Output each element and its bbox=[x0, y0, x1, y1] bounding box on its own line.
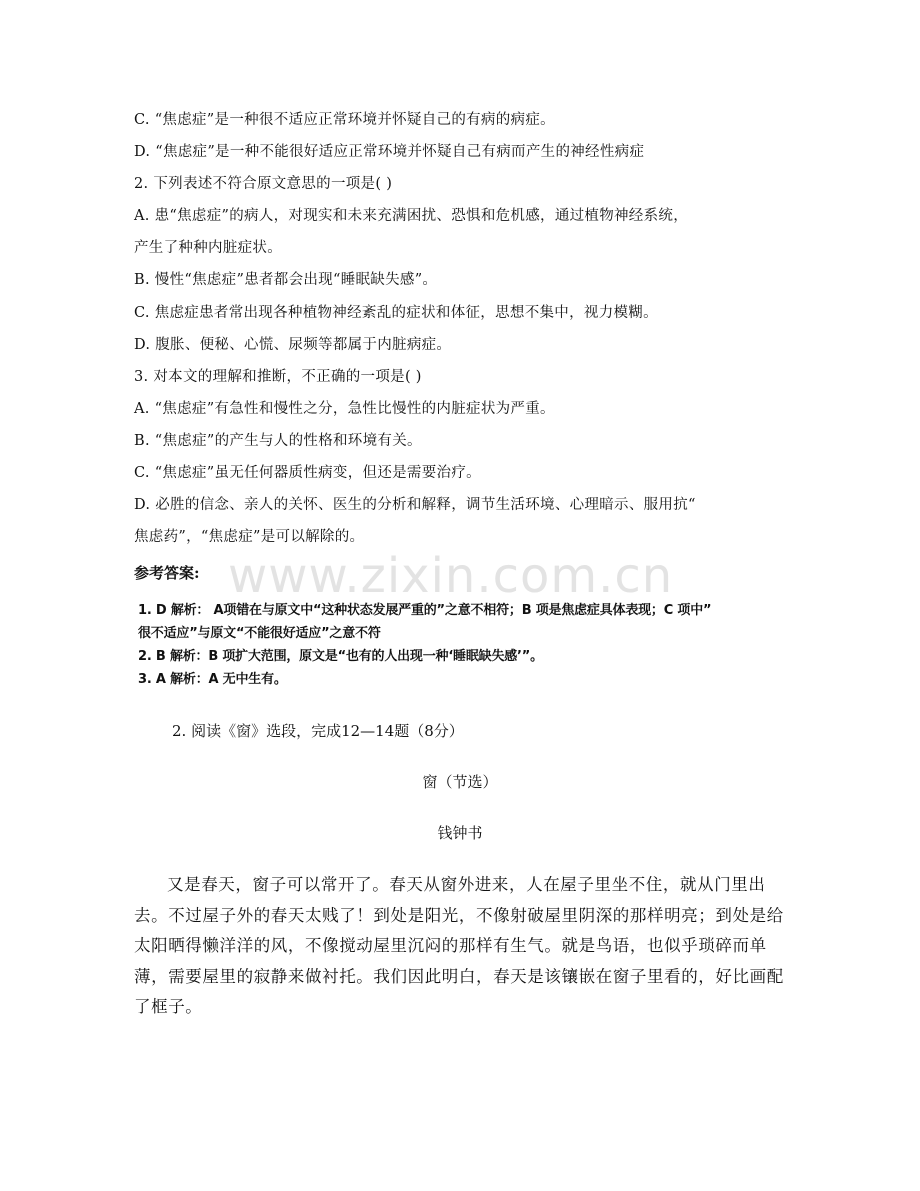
option-line: A. 患“焦虑症”的病人，对现实和未来充满困扰、恐惧和危机感，通过植物神经系统， bbox=[134, 208, 689, 224]
watermark: www.zixin.com.cn bbox=[228, 548, 674, 604]
question-line: 3. 对本文的理解和推断，不正确的一项是( ) bbox=[134, 369, 422, 385]
answer-line: 1. D 解析： A项错在与原文中“这种状态发展严重的”之意不相符；B 项是焦虑症具体表现；C 项中” bbox=[138, 603, 712, 618]
option-line: C. 焦虑症患者常出现各种植物神经紊乱的症状和体征，思想不集中，视力模糊。 bbox=[134, 305, 658, 321]
answer-line: 2. B 解析：B 项扩大范围，原文是“也有的人出现一种‘睡眠缺失感’”。 bbox=[138, 649, 543, 664]
answer-line: 3. A 解析：A 无中生有。 bbox=[138, 672, 287, 687]
passage-title: 窗（节选） bbox=[422, 773, 498, 791]
question-2-heading: 2. 阅读《窗》选段，完成12—14题（8分） bbox=[172, 722, 464, 740]
answer-heading: 参考答案: bbox=[134, 564, 200, 582]
option-line: D. “焦虑症”是一种不能很好适应正常环境并怀疑自己有病而产生的神经性病症 bbox=[134, 144, 645, 160]
passage-paragraph: 又是春天，窗子可以常开了。春天从窗外进来，人在屋子里坐不住，就从门里出去。不过屋子外的春天太贱了！到处是阳光，不像射破屋里阴深的那样明亮；到处是给太阳晒得懒洋洋的风，不像搅动屋里沉闷的那样有生气。就是鸟语，也似乎琐碎而单薄，需要屋里的寂静来做衬托。我们因此明白，春天是该镶嵌在窗子里看的，好比画配了框子。 bbox=[134, 875, 784, 1016]
option-line: A. “焦虑症”有急性和慢性之分，急性比慢性的内脏症状为严重。 bbox=[134, 401, 555, 417]
option-line: B. 慢性“焦虑症”患者都会出现“睡眠缺失感”。 bbox=[134, 272, 438, 288]
option-line: D. 必胜的信念、亲人的关怀、医生的分析和解释，调节生活环境、心理暗示、服用抗“ bbox=[134, 497, 696, 513]
option-line: 产生了种种内脏症状。 bbox=[134, 240, 282, 256]
option-line: C. “焦虑症”虽无任何器质性病变，但还是需要治疗。 bbox=[134, 465, 481, 481]
answer-line: 很不适应”与原文“不能很好适应”之意不符 bbox=[138, 626, 381, 641]
passage-author: 钱钟书 bbox=[437, 824, 483, 842]
option-line: 焦虑药”，“焦虑症”是可以解除的。 bbox=[134, 529, 365, 545]
passage-body bbox=[134, 870, 790, 1023]
option-line: D. 腹胀、便秘、心慌、尿频等都属于内脏病症。 bbox=[134, 337, 452, 353]
question-line: 2. 下列表述不符合原文意思的一项是( ) bbox=[134, 176, 393, 192]
option-line: C. “焦虑症”是一种很不适应正常环境并怀疑自己的有病的病症。 bbox=[134, 112, 555, 128]
option-line: B. “焦虑症”的产生与人的性格和环境有关。 bbox=[134, 433, 422, 449]
